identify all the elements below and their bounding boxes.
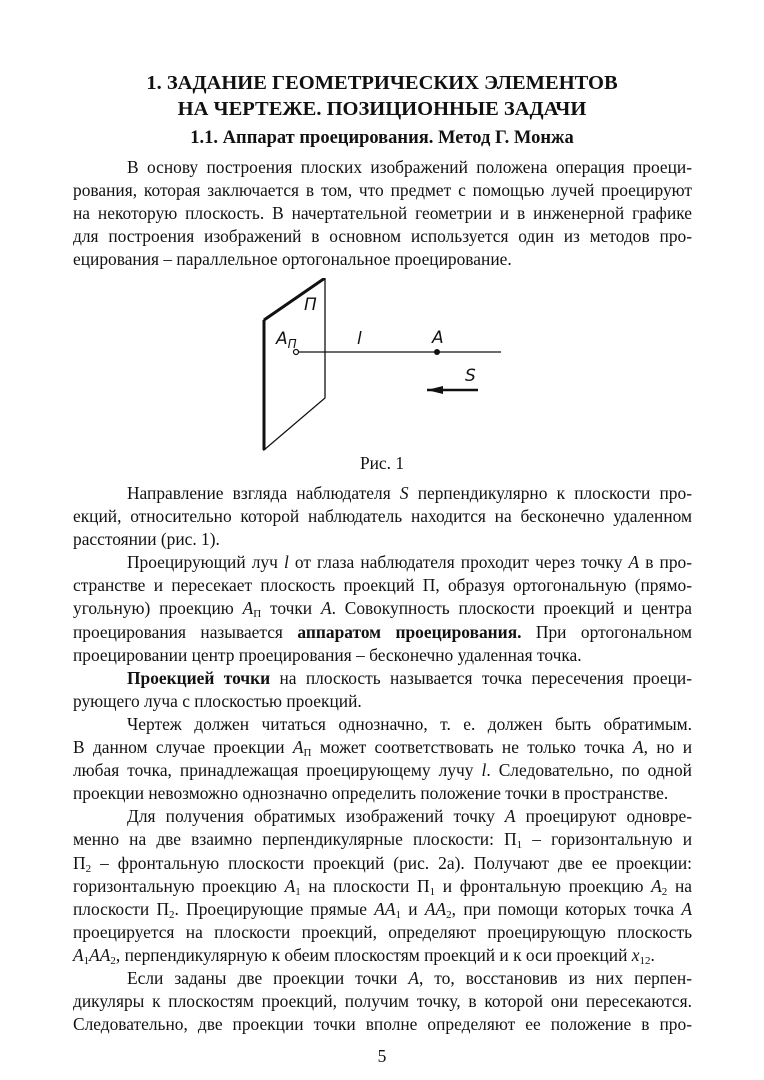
text-line: [73, 597, 692, 620]
text-line: [73, 644, 692, 667]
text-segment: Направление взгляда наблюдателя: [127, 483, 400, 503]
subscript: 1: [395, 908, 401, 921]
text-line: [73, 852, 692, 875]
text-line: [73, 990, 692, 1013]
text-segment: Если заданы две проекции точки: [127, 967, 409, 988]
text-segment: менно на две взаимно перпендикулярные плоскости: П: [73, 829, 517, 850]
text-line: [73, 828, 692, 851]
text-segment: ецирования – параллельное ортогональное проецирование.: [73, 249, 512, 270]
text-segment: При ортогональном: [521, 621, 693, 642]
math-symbol: A: [651, 875, 662, 896]
text-segment: проецирования называется: [73, 621, 298, 642]
text-line: [73, 225, 692, 248]
math-symbol: A: [73, 944, 84, 965]
ray-label: l: [357, 329, 362, 349]
bold-term: аппаратом проецирования.: [297, 621, 522, 642]
text-line: [73, 1013, 692, 1036]
text-line: [73, 202, 692, 225]
text-segment: на некоторую плоскость. В начертательной геометрии и в инженерной графике: [73, 203, 692, 224]
subscript: П: [253, 608, 262, 621]
text-segment: любая точка, принадлежащая проецирующему лучу: [73, 760, 482, 781]
text-segment: П: [73, 852, 86, 873]
text-segment: и: [401, 898, 425, 919]
text-segment: рования, которая заключается в том, что предмет с помощью лучей проецируют: [73, 180, 692, 201]
text-segment: может соответствовать не только точка: [311, 737, 633, 758]
text-line: [73, 713, 692, 736]
text-segment: в про-: [639, 552, 692, 573]
subscript: 2: [85, 862, 92, 875]
page-number: 5: [377, 1046, 387, 1066]
text-line: [73, 690, 692, 713]
point-a-marker: [434, 349, 440, 355]
text-line: [73, 967, 692, 990]
text-segment: , то, восстановив из них перпен-: [418, 967, 692, 988]
subscript: 1: [83, 954, 90, 967]
bold-term: Проекцией точки: [127, 667, 271, 688]
text-line: [73, 505, 692, 528]
math-symbol: S: [399, 483, 409, 503]
text-segment: .: [650, 944, 655, 965]
math-symbol: AA: [374, 898, 396, 919]
text-line: [73, 574, 692, 597]
text-segment: на плоскость называется точка пересечения проеци-: [270, 667, 692, 688]
subscript: П: [303, 747, 312, 760]
text-segment: и фронтальную проекцию: [435, 875, 652, 896]
text-segment: Чертеж должен читаться однозначно, т. е. должен быть обратимым.: [127, 713, 692, 734]
subscript: 1: [295, 885, 301, 898]
math-symbol: A: [292, 737, 304, 758]
text-segment: горизонтальную проекцию: [73, 875, 285, 896]
text-line: [73, 248, 692, 271]
math-symbol: A: [633, 737, 644, 758]
chapter-title-line-2: НА ЧЕРТЕЖЕ. ПОЗИЦИОННЫЕ ЗАДАЧИ: [177, 98, 587, 120]
direction-label: S: [465, 366, 476, 386]
text-segment: расстоянии (рис. 1).: [73, 529, 220, 550]
subscript: 2: [446, 908, 452, 921]
text-line: [73, 921, 692, 944]
intro-paragraph: [73, 156, 692, 271]
math-symbol: A: [408, 967, 419, 988]
math-symbol: A: [504, 806, 516, 827]
subscript: 1: [429, 885, 436, 898]
text-segment: – фронтальную плоскости проекций (рис. 2а). Получают две ее проекции:: [91, 852, 692, 873]
text-segment: на: [667, 875, 692, 896]
text-line: [73, 759, 692, 782]
text-line: [73, 667, 692, 690]
math-symbol: x: [631, 944, 640, 965]
text-segment: угольную) проекцию: [73, 598, 243, 619]
text-segment: для построения изображений в основном используется один из методов про-: [73, 226, 692, 247]
text-segment: . Проецирующие прямые: [174, 898, 375, 919]
text-line: [73, 179, 692, 202]
text-segment: , при помощи которых точка: [451, 898, 682, 919]
text-line: [73, 805, 692, 828]
math-symbol: l: [481, 760, 487, 781]
text-line: [73, 782, 692, 805]
subscript: 12: [639, 954, 651, 967]
main-text: [73, 482, 692, 1036]
text-segment: проецировании центр проецирования – бесконечно удаленная точка.: [73, 644, 582, 665]
text-line: [73, 944, 692, 967]
math-symbol: AA: [424, 898, 447, 919]
text-segment: екций, относительно которой наблюдатель находится на бесконечно удаленном: [73, 506, 692, 527]
text-segment: проецируют одновре-: [515, 806, 692, 827]
text-segment: перпендикулярно к плоскости про-: [408, 483, 692, 503]
text-line: [73, 528, 692, 551]
subscript: 2: [661, 885, 668, 898]
text-segment: рующего луча с плоскостью проекций.: [73, 690, 362, 711]
text-line: [73, 898, 692, 921]
text-segment: странстве и пересекает плоскость проекций П, образуя ортогональную (прямо-: [73, 575, 692, 596]
plane-label: П: [304, 295, 317, 315]
text-line: [73, 736, 692, 759]
text-line: [73, 482, 692, 505]
projection-label: $A_П$: [276, 329, 297, 351]
math-symbol: A: [628, 552, 640, 573]
chapter-title-line-1: 1. ЗАДАНИЕ ГЕОМЕТРИЧЕСКИХ ЭЛЕМЕНТОВ: [146, 72, 618, 94]
text-line: [73, 875, 692, 898]
subscript: 2: [110, 954, 116, 967]
text-segment: . Следовательно, по одной: [486, 760, 692, 781]
text-segment: В данном случае проекции: [73, 737, 293, 758]
text-line: [73, 156, 692, 179]
text-line: [73, 621, 692, 644]
subscript: 2: [169, 908, 175, 921]
text-segment: проекции невозможно однозначно определить положение точки в пространстве.: [73, 783, 669, 804]
text-segment: от глаза наблюдателя проходит через точку: [288, 552, 629, 573]
text-segment: . Совокупность плоскости проекций и центра: [331, 598, 692, 619]
text-segment: дикуляры к плоскостям проекций, получим точку, в которой они пересекаются.: [73, 991, 692, 1012]
math-symbol: A: [284, 875, 296, 896]
figure-1-projection-apparatus: [240, 278, 520, 458]
math-symbol: A: [681, 898, 692, 919]
math-symbol: l: [283, 552, 289, 573]
text-segment: плоскости П: [73, 898, 170, 919]
text-segment: точки: [261, 598, 321, 619]
text-segment: Для получения обратимых изображений точку: [127, 806, 505, 827]
math-symbol: A: [320, 598, 332, 619]
text-line: [73, 551, 692, 574]
text-segment: В основу построения плоских изображений положена операция проеци-: [127, 157, 692, 177]
text-segment: , но и: [643, 737, 693, 758]
text-segment: – горизонтальную и: [522, 829, 693, 850]
text-segment: , перпендикулярную к обеим плоскостям проекций и к оси проекций: [115, 944, 632, 965]
text-segment: Следовательно, две проекции точки вполне определяют ее положение в про-: [73, 1014, 692, 1035]
text-segment: проецируется на плоскости проекций, определяют проецирующую плоскость: [73, 921, 692, 942]
math-symbol: AA: [89, 944, 111, 965]
section-title: 1.1. Аппарат проецирования. Метод Г. Монжа: [190, 128, 574, 148]
text-segment: на плоскости П: [300, 875, 430, 896]
subscript: 1: [516, 839, 523, 852]
figure-caption: Рис. 1: [359, 453, 405, 473]
point-a-label: A: [432, 328, 444, 348]
math-symbol: A: [242, 598, 254, 619]
text-segment: Проецирующий луч: [127, 552, 284, 573]
